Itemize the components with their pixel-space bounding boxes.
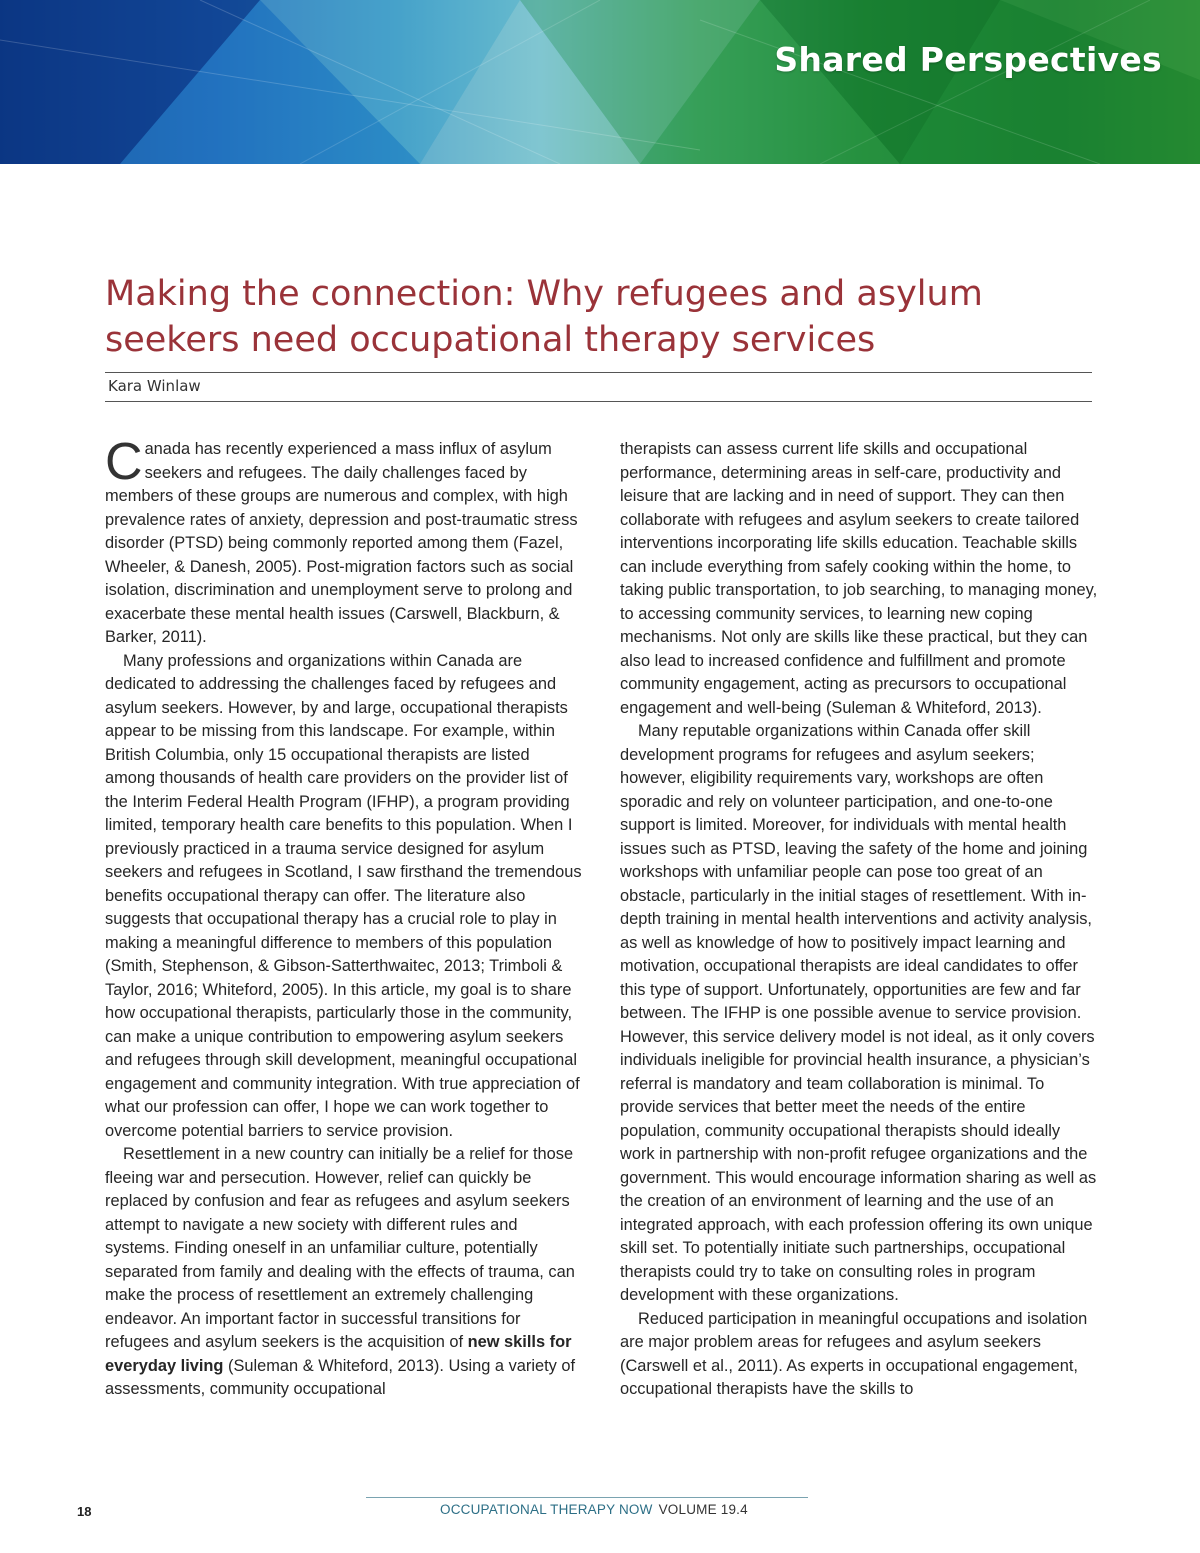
article-title: Making the connection: Why refugees and asylum seekers need occupational therapy services bbox=[105, 274, 983, 360]
drop-cap: C bbox=[105, 433, 143, 491]
paragraph-text: anada has recently experienced a mass influx of asylum seekers and refugees. The daily challenges faced by members of these groups are numerous and complex, with high prevalence rates of anxiety, depression and post-traumatic stress disorder (PTSD) being commonly reported among them (Fazel, Wheeler, & Danesh, 2005). Post-migration factors such as social isolation, discrimination and unemployment serve to prolong and exacerbate these mental health issues (Carswell, Blackburn, & Barker, 2011). bbox=[105, 440, 578, 646]
body-paragraph bbox=[620, 438, 1098, 720]
body-column-left bbox=[105, 433, 583, 1402]
body-paragraph bbox=[620, 720, 1098, 1308]
volume-label: VOLUME 19.4 bbox=[658, 1502, 748, 1517]
paragraph-text: Reduced participation in meaningful occupations and isolation are major problem areas for refugees and asylum seekers (Carswell et al., 2011). As experts in occupational engagement, occupational therapists have the skills to bbox=[620, 1309, 1088, 1398]
footer-rule bbox=[366, 1497, 808, 1498]
body-paragraph bbox=[105, 1143, 583, 1402]
footer-publication bbox=[440, 1502, 748, 1517]
emphasis-text: new skills for everyday living bbox=[105, 1333, 572, 1375]
section-title: Shared Perspectives bbox=[774, 40, 1162, 79]
body-paragraph bbox=[105, 433, 583, 650]
header-banner bbox=[0, 0, 1200, 164]
author-name: Kara Winlaw bbox=[108, 377, 201, 395]
paragraph-text: Many reputable organizations within Canada offer skill development programs for refugees and asylum seekers; however, eligibility requirements vary, workshops are often sporadic and rely on volunteer participation, and one-to-one support is limited. Moreover, for individuals with mental health issues such as PTSD, leaving the safety of the home and joining workshops with unfamiliar people can pose too great of an obstacle, particularly in the initial stages of resettlement. With in-depth training in mental health interventions and activity analysis, as well as knowledge of how to positively impact learning and motivation, occupational therapists are ideal candidates to offer this type of support. Unfortunately, opportunities are few and far between. The IFHP is one possible avenue to service provision. However, this service delivery model is not ideal, as it only covers individuals ineligible for provincial health insurance, a physician’s referral is mandatory and team collaboration is minimal. To provide services that better meet the needs of the entire population, community occupational therapists should ideally work in partnership with non-profit refugee organizations and the government. This would encourage information sharing as well as the creation of an environment of learning and the use of an integrated approach, with each profession offering its own unique skill set. To potentially initiate such partnerships, occupational therapists could try to take on consulting roles in program development with these organizations. bbox=[620, 722, 1097, 1304]
paragraph-text: (Suleman & Whiteford, 2013). Using a variety of assessments, community occupational bbox=[105, 1356, 576, 1398]
banner-geometric-pattern bbox=[0, 0, 1200, 164]
paragraph-text: Resettlement in a new country can initially be a relief for those fleeing war and persecution. However, relief can quickly be replaced by confusion and fear as refugees and asylum seekers attempt to navigate a new society with different rules and systems. Finding oneself in an unfamiliar culture, potentially separated from family and dealing with the effects of trauma, can make the process of resettlement an extremely challenging endeavor. An important factor in successful transitions for refugees and asylum seekers is the acquisition of bbox=[105, 1145, 575, 1351]
page-number: 18 bbox=[77, 1504, 92, 1519]
body-paragraph bbox=[105, 650, 583, 1144]
title-rule-bottom bbox=[105, 401, 1092, 402]
body-column-right bbox=[620, 438, 1098, 1402]
title-rule-top bbox=[105, 372, 1092, 373]
body-paragraph bbox=[620, 1308, 1098, 1402]
paragraph-text: therapists can assess current life skills and occupational performance, determining areas in self-care, productivity and leisure that are lacking and in need of support. They can then collaborate with refugees and asylum seekers to create tailored interventions incorporating life skills education. Teachable skills can include everything from safely cooking within the home, to taking public transportation, to job searching, to managing money, to accessing community services, to learning new coping mechanisms. Not only are skills like these practical, but they can also lead to increased confidence and fulfillment and promote community engagement, acting as precursors to occupational engagement and well-being (Suleman & Whiteford, 2013). bbox=[620, 440, 1098, 717]
paragraph-text: Many professions and organizations within Canada are dedicated to addressing the challenges faced by refugees and asylum seekers. However, by and large, occupational therapists appear to be missing from this landscape. For example, within British Columbia, only 15 occupational therapists are listed among thousands of health care providers on the provider list of the Interim Federal Health Program (IFHP), a program providing limited, temporary health care benefits to this population. When I previously practiced in a trauma service designed for asylum seekers and refugees in Scotland, I saw firsthand the tremendous benefits occupational therapy can offer. The literature also suggests that occupational therapy has a crucial role to play in making a meaningful difference to members of this population (Smith, Stephenson, & Gibson-Satterthwaitec, 2013; Trimboli & Taylor, 2016; Whiteford, 2005). In this article, my goal is to share how occupational therapists, particularly those in the community, can make a unique contribution to empowering asylum seekers and refugees through skill development, meaningful occupational engagement and community integration. With true appreciation of what our profession can offer, I hope we can work together to overcome potential barriers to service provision. bbox=[105, 651, 582, 1140]
publication-name: OCCUPATIONAL THERAPY NOW bbox=[440, 1502, 653, 1517]
